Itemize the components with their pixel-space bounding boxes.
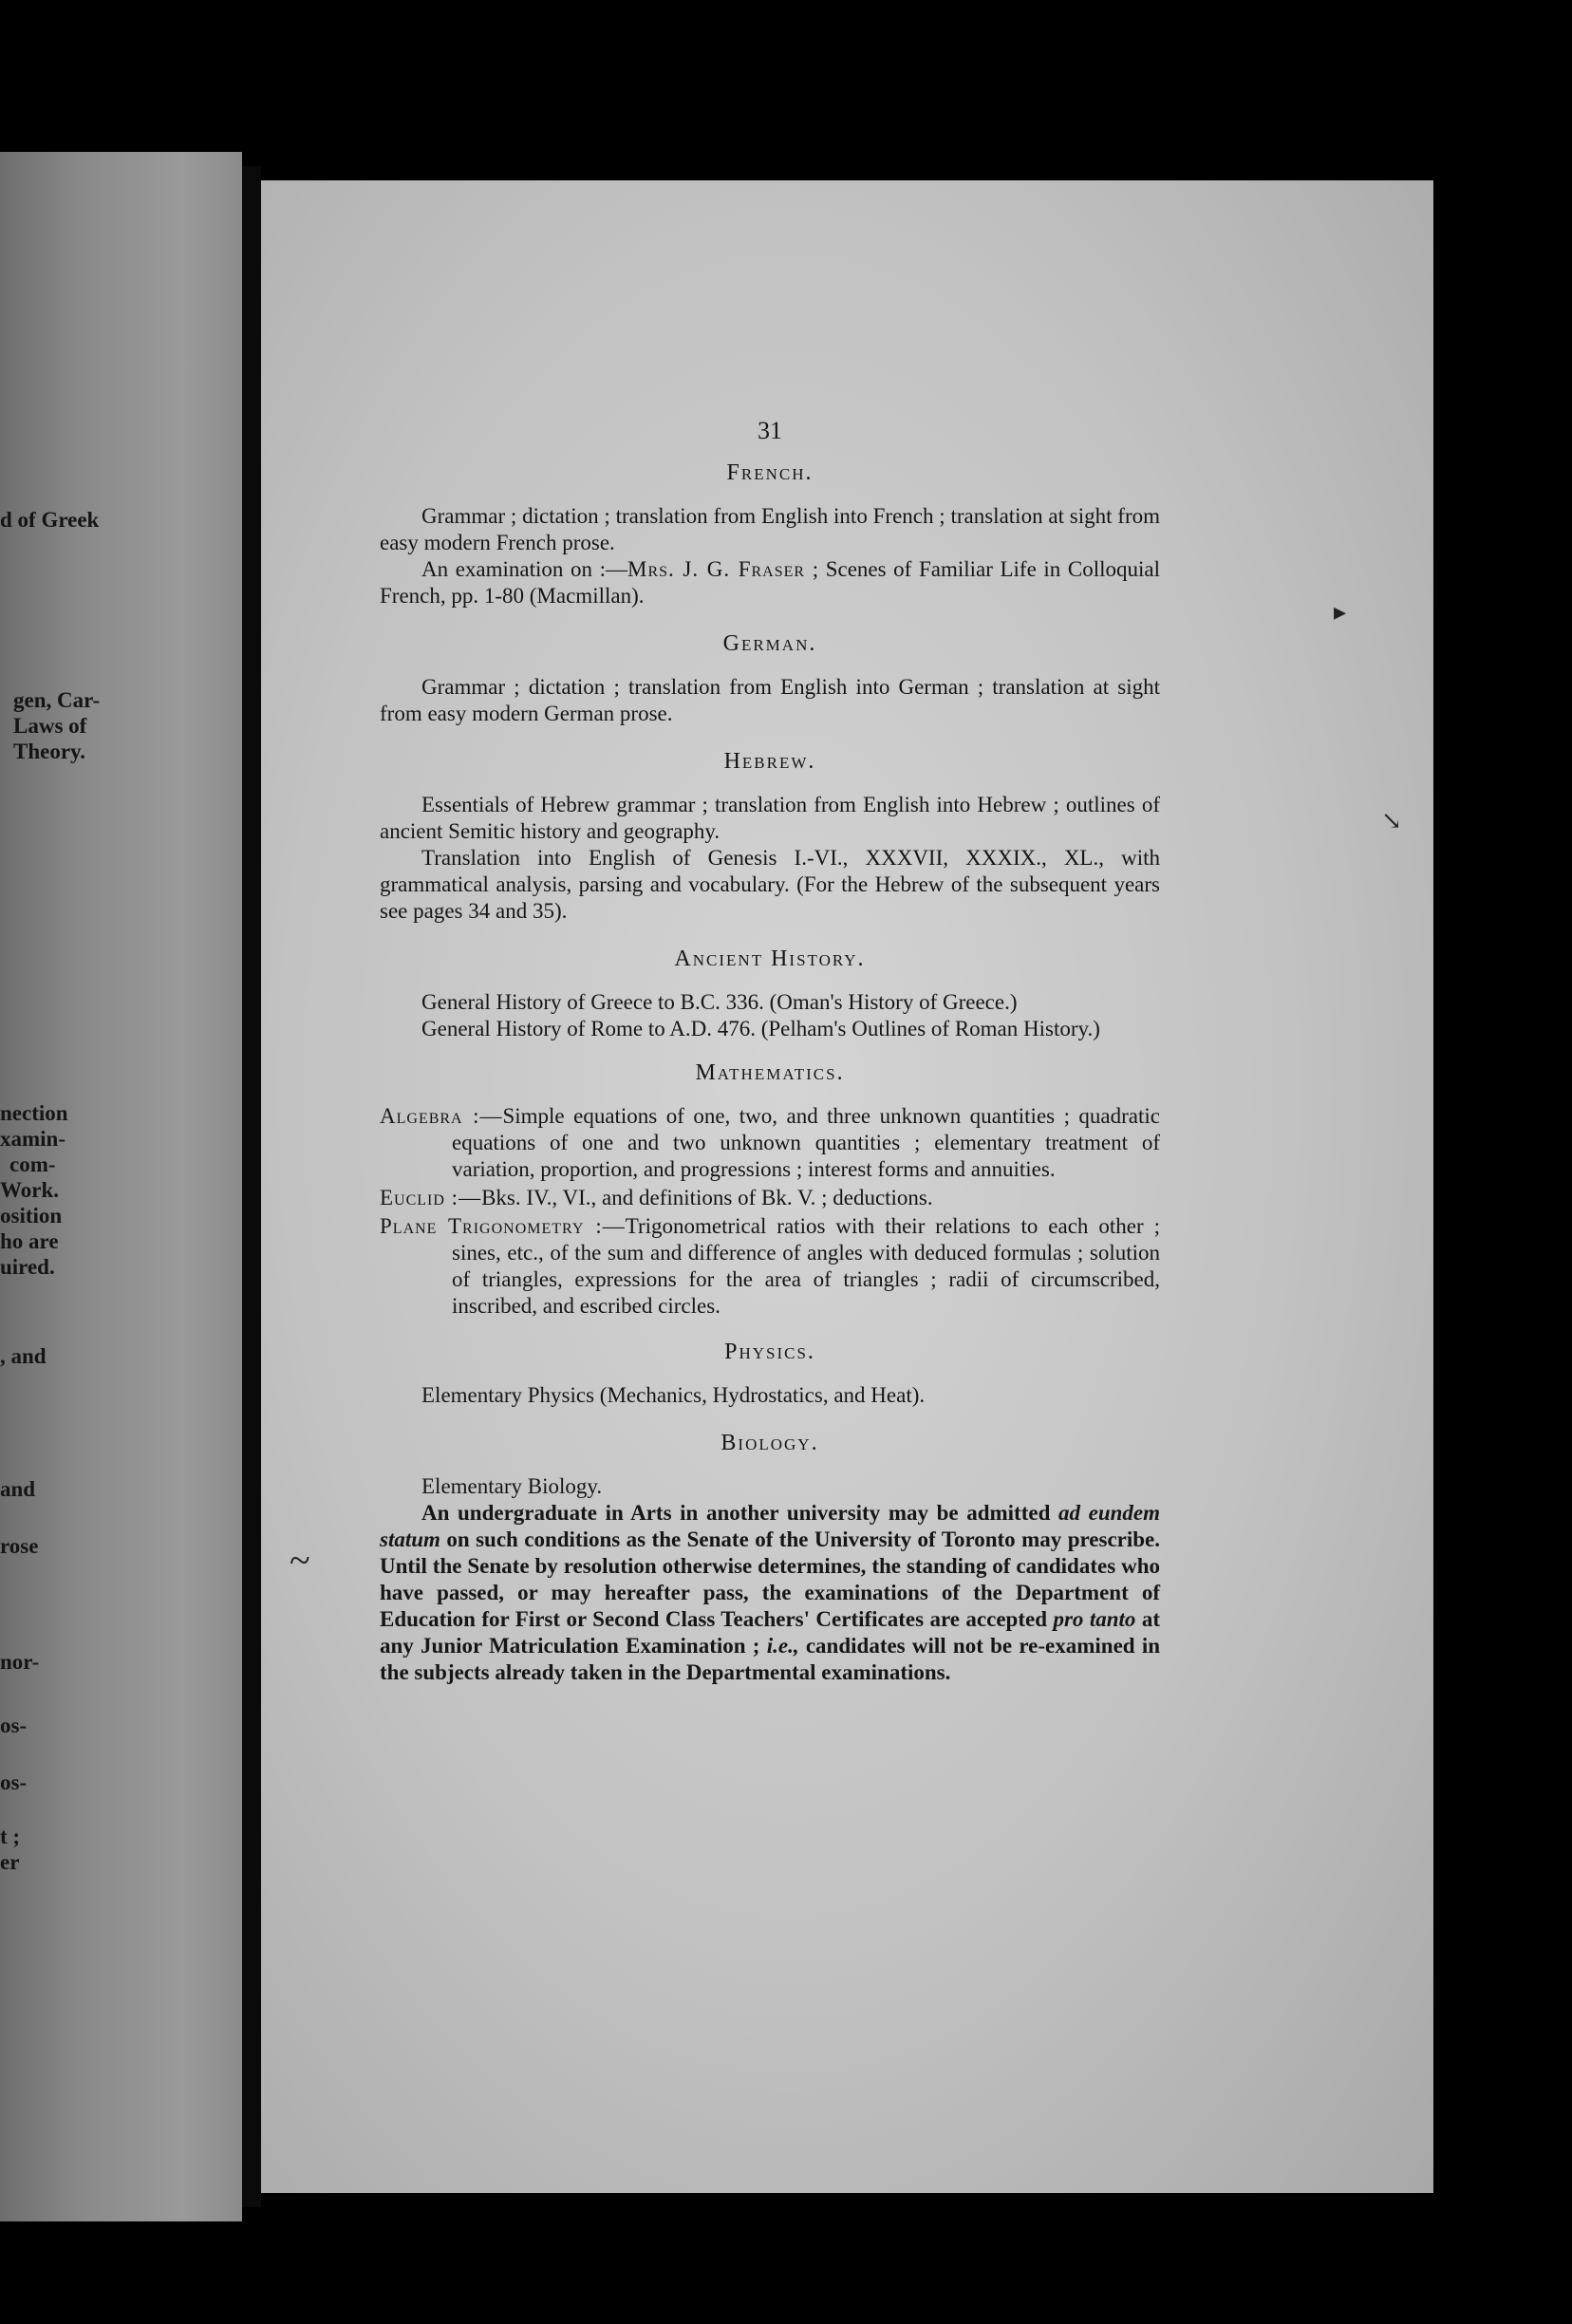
paragraph: Grammar ; dictation ; translation from English into German ; translation at sight from easy modern German prose. <box>380 675 1160 725</box>
paragraph <box>380 556 1160 609</box>
left-fragment: and <box>0 1477 36 1501</box>
section-heading: German. <box>722 631 817 656</box>
entry-text: Trigonometrical ratios with their relations to each other ; sines, etc., of the sum and difference of angles with deduced formulas ; solution of triangles, expressions for the area of triangles ; radii of circumscribed, inscribed, and escribed circles. <box>452 1214 1160 1318</box>
book-spine <box>242 166 261 2207</box>
entry-label: Plane Trigonometry :— <box>380 1214 626 1238</box>
algebra-entry <box>380 1103 1160 1183</box>
left-fragment: uired. <box>0 1255 55 1279</box>
page-number: 31 <box>758 417 782 444</box>
left-fragment: nection <box>0 1101 68 1125</box>
paragraph: General History of Greece to B.C. 336. (Oman's History of Greece.) <box>421 990 1018 1014</box>
left-fragment: d of Greek <box>0 508 100 532</box>
stray-mark: ↘ <box>1381 807 1402 834</box>
section-heading: Hebrew. <box>723 749 816 774</box>
left-fragment: er <box>0 1850 20 1874</box>
paragraph: Essentials of Hebrew grammar ; translation from English into Hebrew ; outlines of ancient Semitic history and geography. <box>380 793 1160 843</box>
left-fragment: Theory. <box>13 740 86 763</box>
page-content <box>380 418 1160 1686</box>
left-fragment: os- <box>0 1714 28 1737</box>
section-mathematics <box>380 1059 1160 1320</box>
paragraph <box>380 1500 1160 1686</box>
paragraph: Elementary Physics (Mechanics, Hydrostatics, and Heat). <box>421 1383 926 1407</box>
section-physics <box>380 1339 1160 1409</box>
section-french <box>380 459 1160 609</box>
entry-text: Bks. IV., VI., and definitions of Bk. V. ; deductions. <box>481 1186 933 1209</box>
left-fragment: gen, Car- <box>13 688 101 712</box>
euclid-entry <box>380 1185 1160 1211</box>
paragraph: Grammar ; dictation ; translation from English into French ; translation at sight from easy modern French prose. <box>380 504 1160 554</box>
left-fragment: com- <box>9 1153 56 1176</box>
left-fragment: nor- <box>0 1650 40 1674</box>
left-fragment: ho are <box>0 1229 59 1253</box>
left-fragment: Work. <box>0 1178 59 1202</box>
text-span: ; Scenes of Familiar Life in Colloquial French, pp. 1-80 (Macmillan). <box>380 557 1161 608</box>
trigonometry-entry <box>380 1213 1160 1320</box>
text-span: on such conditions as the Senate of the University of Toronto may prescribe. Until the Senate by resolution otherwise determines, the standing of candidates who have passed, or may hereafter pass, the examinations of the Department of Education for First or Second Class Teachers' Certificates are accepted <box>380 1527 1161 1631</box>
left-fragment: os- <box>0 1771 28 1794</box>
section-heading: French. <box>726 460 814 485</box>
text-span: An undergraduate in Arts in another university may be admitted <box>421 1501 1051 1525</box>
entry-text: Simple equations of one, two, and three unknown quantities ; quadratic equations of one and two unknown quantities ; elementary treatment of variation, proportion, and progressions ; interest forms and annuities. <box>452 1104 1160 1181</box>
section-heading: Ancient History. <box>674 946 866 971</box>
section-heading: Mathematics. <box>695 1060 845 1085</box>
left-fragment: osition <box>0 1204 63 1228</box>
stray-mark: ~ <box>290 1539 310 1582</box>
italic-term: pro tanto <box>1053 1607 1136 1631</box>
text-span: candidates will not be re-examined in the subjects already taken in the Departmental examinations. <box>380 1634 1161 1684</box>
paragraph: Translation into English of Genesis I.-VI., XXXVII, XXXIX., XL., with grammatical analysis, parsing and vocabulary. (For the Hebrew of the subsequent years see pages 34 and 35). <box>380 846 1160 923</box>
italic-term: ad eundem statum <box>380 1501 1161 1551</box>
text-span: at any Junior Matriculation Examination ; <box>380 1607 1161 1658</box>
paragraph: General History of Rome to A.D. 476. (Pelham's Outlines of Roman History.) <box>421 1017 1100 1040</box>
section-ancient-history <box>380 946 1160 1042</box>
left-page-fragment <box>0 152 242 2221</box>
section-heading: Biology. <box>720 1431 819 1455</box>
left-fragment: Laws of <box>13 714 87 738</box>
section-hebrew <box>380 748 1160 925</box>
left-fragment: rose <box>0 1534 39 1558</box>
entry-label: Euclid :— <box>380 1186 482 1209</box>
stray-mark: ▸ <box>1334 598 1347 626</box>
author-name: Mrs. J. G. Fraser <box>627 557 806 581</box>
left-fragment: t ; <box>0 1825 21 1848</box>
section-german <box>380 630 1160 727</box>
left-fragment: xamin- <box>0 1127 66 1151</box>
section-biology <box>380 1430 1160 1686</box>
left-fragment: , and <box>0 1344 47 1368</box>
paragraph: Elementary Biology. <box>421 1474 603 1498</box>
entry-label: Algebra :— <box>380 1104 503 1128</box>
italic-term: i.e., <box>766 1634 799 1658</box>
section-heading: Physics. <box>724 1340 815 1364</box>
text-span: An examination on :— <box>421 557 628 581</box>
